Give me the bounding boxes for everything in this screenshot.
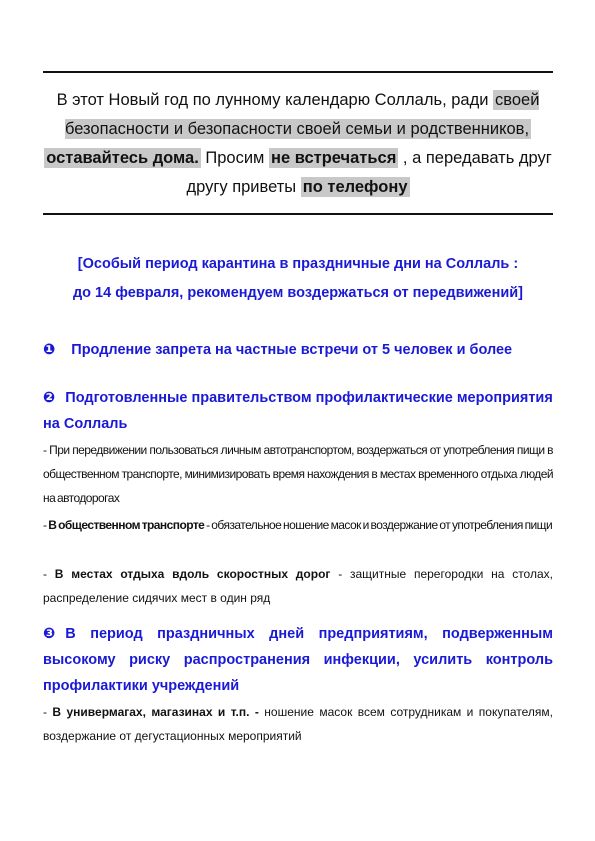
item-dash: -: [43, 443, 50, 457]
section-2-item-3: [43, 562, 553, 610]
intro-text-1: В этот Новый год по лунному календарю Соллаль, ради: [56, 91, 494, 109]
intro-highlight-phone: по телефону: [302, 178, 408, 196]
item-text: - защитные перегородки на столах, распределение сидячих мест в один ряд: [43, 567, 553, 605]
section-1-heading: [43, 337, 553, 363]
section-2-title: Подготовленные правительством профилактические мероприятия на Соллаль: [43, 390, 553, 432]
item-dash: -: [43, 567, 55, 581]
intro-highlight-safety: своей безопасности и безопасности своей семьи и родственников,: [64, 91, 540, 138]
quarantine-period-notice: [43, 250, 553, 308]
bottom-divider: [43, 213, 553, 215]
top-divider: [43, 71, 553, 73]
item-bold-label: В универмагах, магазинах и т.п. -: [52, 705, 259, 719]
item-text: При передвижении пользоваться личным автотранспортом, воздержаться от употребления пищи в общественном транспорте, минимизировать время нахождения в местах временного отдыха людей на автодорогах: [43, 443, 554, 505]
section-3-heading: [43, 621, 553, 699]
item-text: ношение масок всем сотрудникам и покупателям, воздержание от дегустационных мероприятий: [43, 705, 553, 743]
section-2-item-2: [43, 513, 553, 537]
section-2-number-icon: ❷: [43, 390, 56, 406]
item-dash: -: [43, 518, 49, 532]
section-3-item-1: [43, 700, 553, 748]
intro-message: [43, 86, 553, 202]
intro-text-2: Просим: [200, 149, 269, 167]
section-1-title: Продление запрета на частные встречи от 5 человек и более: [71, 342, 513, 358]
period-line-1: [Особый период карантина в праздничные дни на Соллаль :: [77, 256, 519, 272]
period-line-2: до 14 февраля, рекомендуем воздержаться от передвижений]: [72, 285, 524, 301]
item-bold-label: В местах отдыха вдоль скоростных дорог: [54, 567, 331, 581]
section-1-number-icon: ❶: [43, 342, 56, 358]
section-3-number-icon: ❸: [43, 626, 56, 642]
intro-highlight-no-meeting: не встречаться: [270, 149, 397, 167]
section-2-item-1: [43, 438, 553, 510]
section-3-title: В период праздничных дней предприятиям, подверженным высокому риску распространения инфекции, усилить контроль профилактики учреждений: [43, 626, 553, 694]
intro-text-3: , а передавать друг другу приветы: [186, 149, 552, 196]
section-2-heading: [43, 385, 553, 437]
intro-highlight-stay-home: оставайтесь дома.: [46, 149, 199, 167]
item-text: - обязательное ношение масок и воздержание от употребления пищи: [204, 518, 553, 532]
item-dash: -: [43, 705, 53, 719]
item-bold-label: В общественном транспорте: [48, 518, 205, 532]
